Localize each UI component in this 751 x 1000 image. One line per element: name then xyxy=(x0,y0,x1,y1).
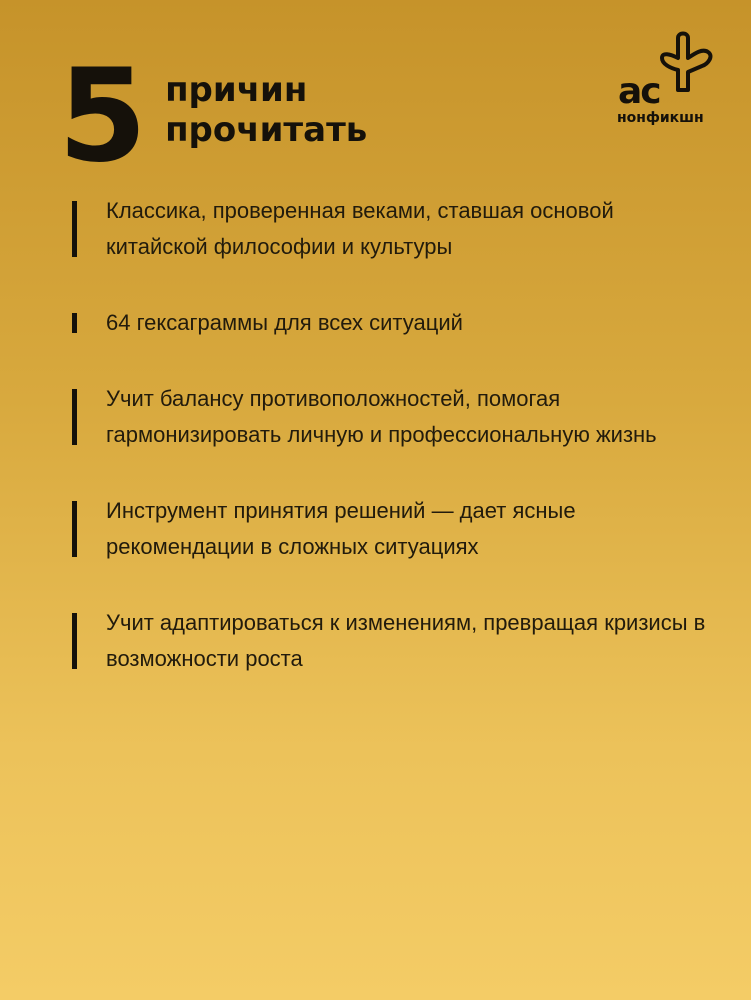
list-item xyxy=(72,381,712,453)
publisher-logo xyxy=(612,30,722,125)
heading-line-2: прочитать xyxy=(165,110,368,150)
reason-text: Учит балансу противоположностей, помогая гармонизировать личную и профессиональную жизнь xyxy=(106,386,657,447)
reasons-list xyxy=(72,193,712,717)
logo-mark: ac xyxy=(618,71,660,112)
heading-number: 5 xyxy=(58,42,144,191)
bullet-bar xyxy=(72,313,77,333)
heading-title xyxy=(165,70,367,150)
reason-text: 64 гексаграммы для всех ситуаций xyxy=(106,310,463,335)
list-item xyxy=(72,193,712,265)
bullet-bar xyxy=(72,613,77,669)
bullet-bar xyxy=(72,389,77,445)
bullet-bar xyxy=(72,501,77,557)
reason-text: Учит адаптироваться к изменениям, превращая кризисы в возможности роста xyxy=(106,610,706,671)
list-item xyxy=(72,305,712,341)
reason-text: Классика, проверенная веками, ставшая основой китайской философии и культуры xyxy=(106,198,614,259)
heading xyxy=(58,42,368,191)
reason-text: Инструмент принятия решений — дает ясные рекомендации в сложных ситуациях xyxy=(106,498,576,559)
list-item xyxy=(72,605,712,677)
bullet-bar xyxy=(72,201,77,257)
logo-subtitle: нонфикшн xyxy=(617,110,704,126)
heading-line-1: причин xyxy=(165,70,308,110)
list-item xyxy=(72,493,712,565)
